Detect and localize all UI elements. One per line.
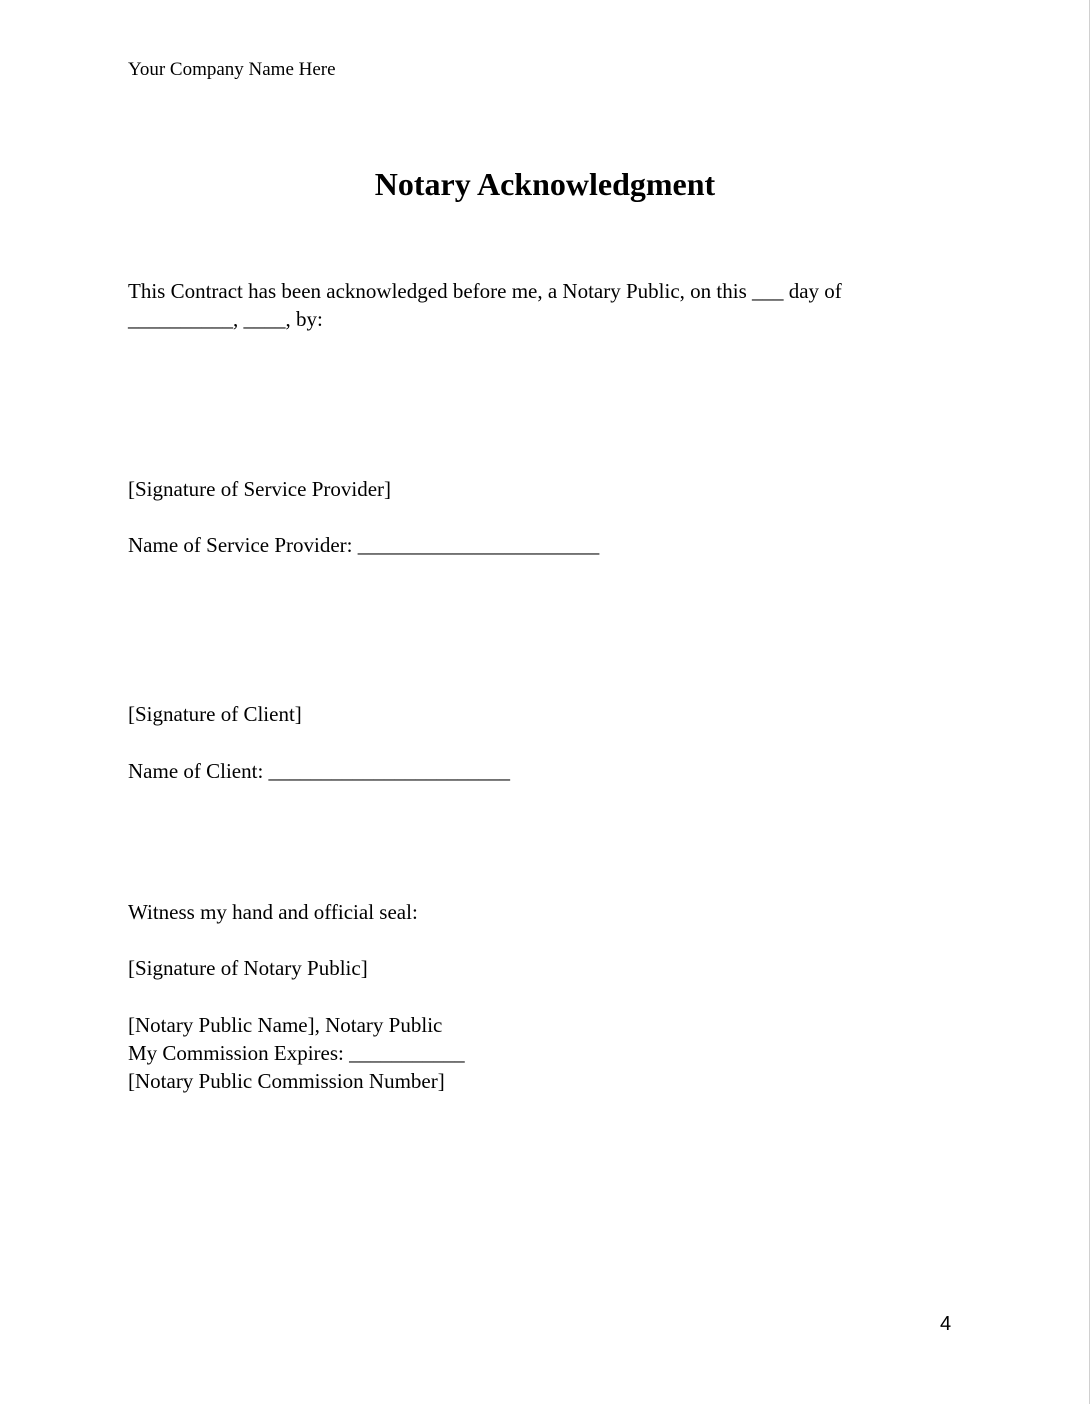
client-name-field: Name of Client: _______________________: [128, 759, 511, 783]
provider-signature-line: [Signature of Service Provider]: [128, 477, 392, 501]
company-header: Your Company Name Here: [128, 59, 336, 80]
client-signature-line: [Signature of Client]: [128, 702, 302, 726]
provider-name-field: Name of Service Provider: _______________________: [128, 533, 600, 557]
commission-expires-field: My Commission Expires: ___________: [128, 1041, 465, 1065]
intro-line-2: __________, ____, by:: [128, 307, 323, 331]
intro-line-1: This Contract has been acknowledged before me, a Notary Public, on this ___ day of: [128, 279, 842, 303]
notary-name-line: [Notary Public Name], Notary Public: [128, 1013, 443, 1037]
notary-signature-line: [Signature of Notary Public]: [128, 956, 368, 980]
witness-statement: Witness my hand and official seal:: [128, 900, 418, 924]
page-number: 4: [940, 1313, 952, 1335]
document-title: Notary Acknowledgment: [374, 166, 716, 202]
commission-number-line: [Notary Public Commission Number]: [128, 1069, 445, 1093]
